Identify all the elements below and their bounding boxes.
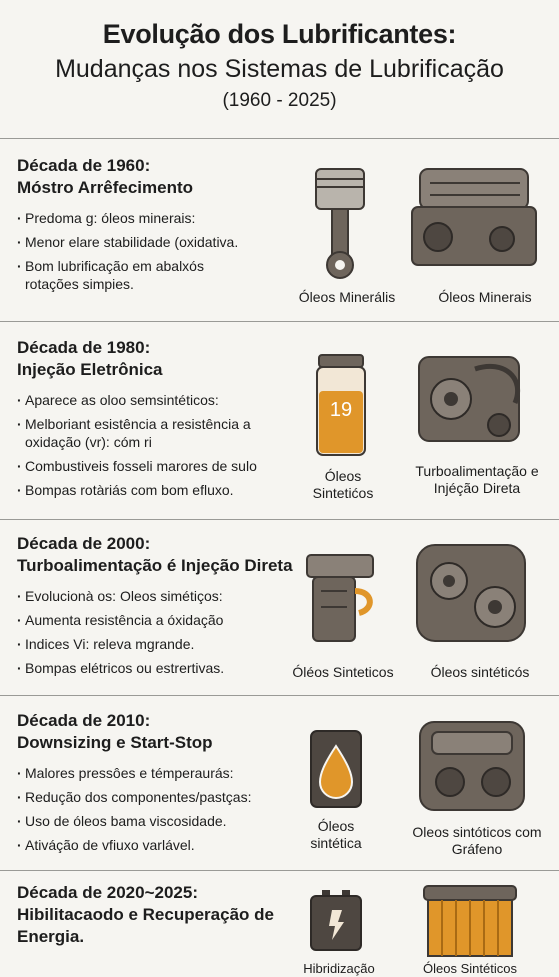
list-item: · Indices Vi: releva mgrande.: [17, 635, 317, 653]
list-item: · Ativáção de vfiuxo varlável.: [17, 836, 317, 854]
section-title: Década de 1980:: [17, 338, 151, 357]
page-subtitle: Mudanças nos Sistemas de Lubrificação: [55, 55, 504, 83]
list-item: · Aumenta resistência a óxidação: [17, 611, 317, 629]
section-title: Década de 2000:: [17, 534, 151, 553]
turbo-engine-icon: [405, 339, 535, 455]
oil-filter-icon: [420, 882, 520, 958]
divider: [0, 519, 559, 520]
list-item: · Combustiveis fosseli marores de sulo: [17, 457, 317, 475]
illustration-caption: Óléos Sinteticos: [292, 664, 394, 680]
section-subtitle: Móstro Arrêfecimento: [17, 178, 194, 197]
engine-icon: [410, 712, 534, 820]
list-item: · Aparece as oloo semsintéticos:: [17, 391, 317, 409]
bullet-list: [17, 209, 317, 293]
illustration-caption: Turboalimentação e Injéção Direta: [415, 463, 539, 496]
illustration-caption: Óleos Minerális: [298, 289, 396, 305]
section-subtitle: Turboalimentação é Injeção Direta: [17, 556, 293, 575]
section-2010: [0, 710, 559, 868]
list-item: · Bompas elétricos ou estrertivas.: [17, 659, 317, 677]
list-item: · Bom lubrificação em abalxós rotações simpies.: [17, 257, 230, 293]
engine-icon: [402, 155, 542, 280]
list-item: · Bompas rotàriás com bom efluxo.: [17, 481, 317, 499]
section-title: Década de 2020~2025:: [17, 883, 198, 902]
section-1980: [0, 337, 559, 517]
illustration-caption: Óleos Sintetićos: [312, 468, 374, 501]
header: [0, 0, 559, 114]
bottle-label: 19: [329, 399, 353, 421]
section-1960: [0, 155, 559, 320]
piston-icon: [310, 165, 370, 285]
oil-drop-icon: [308, 728, 364, 810]
page-title: Evolução dos Lubrificantes:: [102, 19, 457, 49]
bullet-list: [17, 764, 317, 854]
section-title: Década de 2010:: [17, 711, 151, 730]
oil-bottle-icon: [313, 353, 369, 459]
battery-icon: [308, 888, 364, 952]
divider: [0, 138, 559, 139]
list-item: · Menor elare stabilidade (oxidativa.: [17, 233, 317, 251]
illustration-caption: Hibridização: [303, 961, 375, 976]
illustration-caption: Óleos sintética: [310, 818, 362, 851]
list-item: · Evolucionà os: Oleos simétiços:: [17, 587, 317, 605]
year-range: (1960 - 2025): [222, 90, 337, 111]
engine-icon: [405, 533, 535, 653]
section-2000: [0, 533, 559, 693]
section-title: Década de 1960:: [17, 156, 151, 175]
list-item: · Predoma g: óleos minerais:: [17, 209, 317, 227]
section-subtitle: Injeção Eletrônica: [17, 360, 163, 379]
section-subtitle: Hibilitacaodo e Recuperação de Energia.: [17, 905, 274, 946]
list-item: · Redução dos componentes/pastças:: [17, 788, 317, 806]
list-item: · Malores pressôes e témperaurás:: [17, 764, 317, 782]
bullet-list: [17, 391, 317, 499]
list-item: · Uso de óleos bama viscosidade.: [17, 812, 317, 830]
bullet-list: [17, 587, 317, 677]
illustration-caption: Oleos sintóticos com Gráfeno: [412, 824, 542, 857]
divider: [0, 695, 559, 696]
oil-pump-icon: [303, 551, 377, 647]
divider: [0, 321, 559, 322]
illustration-caption: Óleos Sintéticos: [423, 961, 517, 976]
list-item: · Melboriant esistência a resistência a oxidação (vr): cóm ri: [17, 415, 280, 451]
illustration-caption: Óleos sintéticós: [430, 664, 530, 680]
divider: [0, 870, 559, 871]
section-subtitle: Downsizing e Start-Stop: [17, 733, 213, 752]
illustration-caption: Óleos Minerais: [438, 289, 532, 305]
section-2020: [0, 882, 559, 976]
